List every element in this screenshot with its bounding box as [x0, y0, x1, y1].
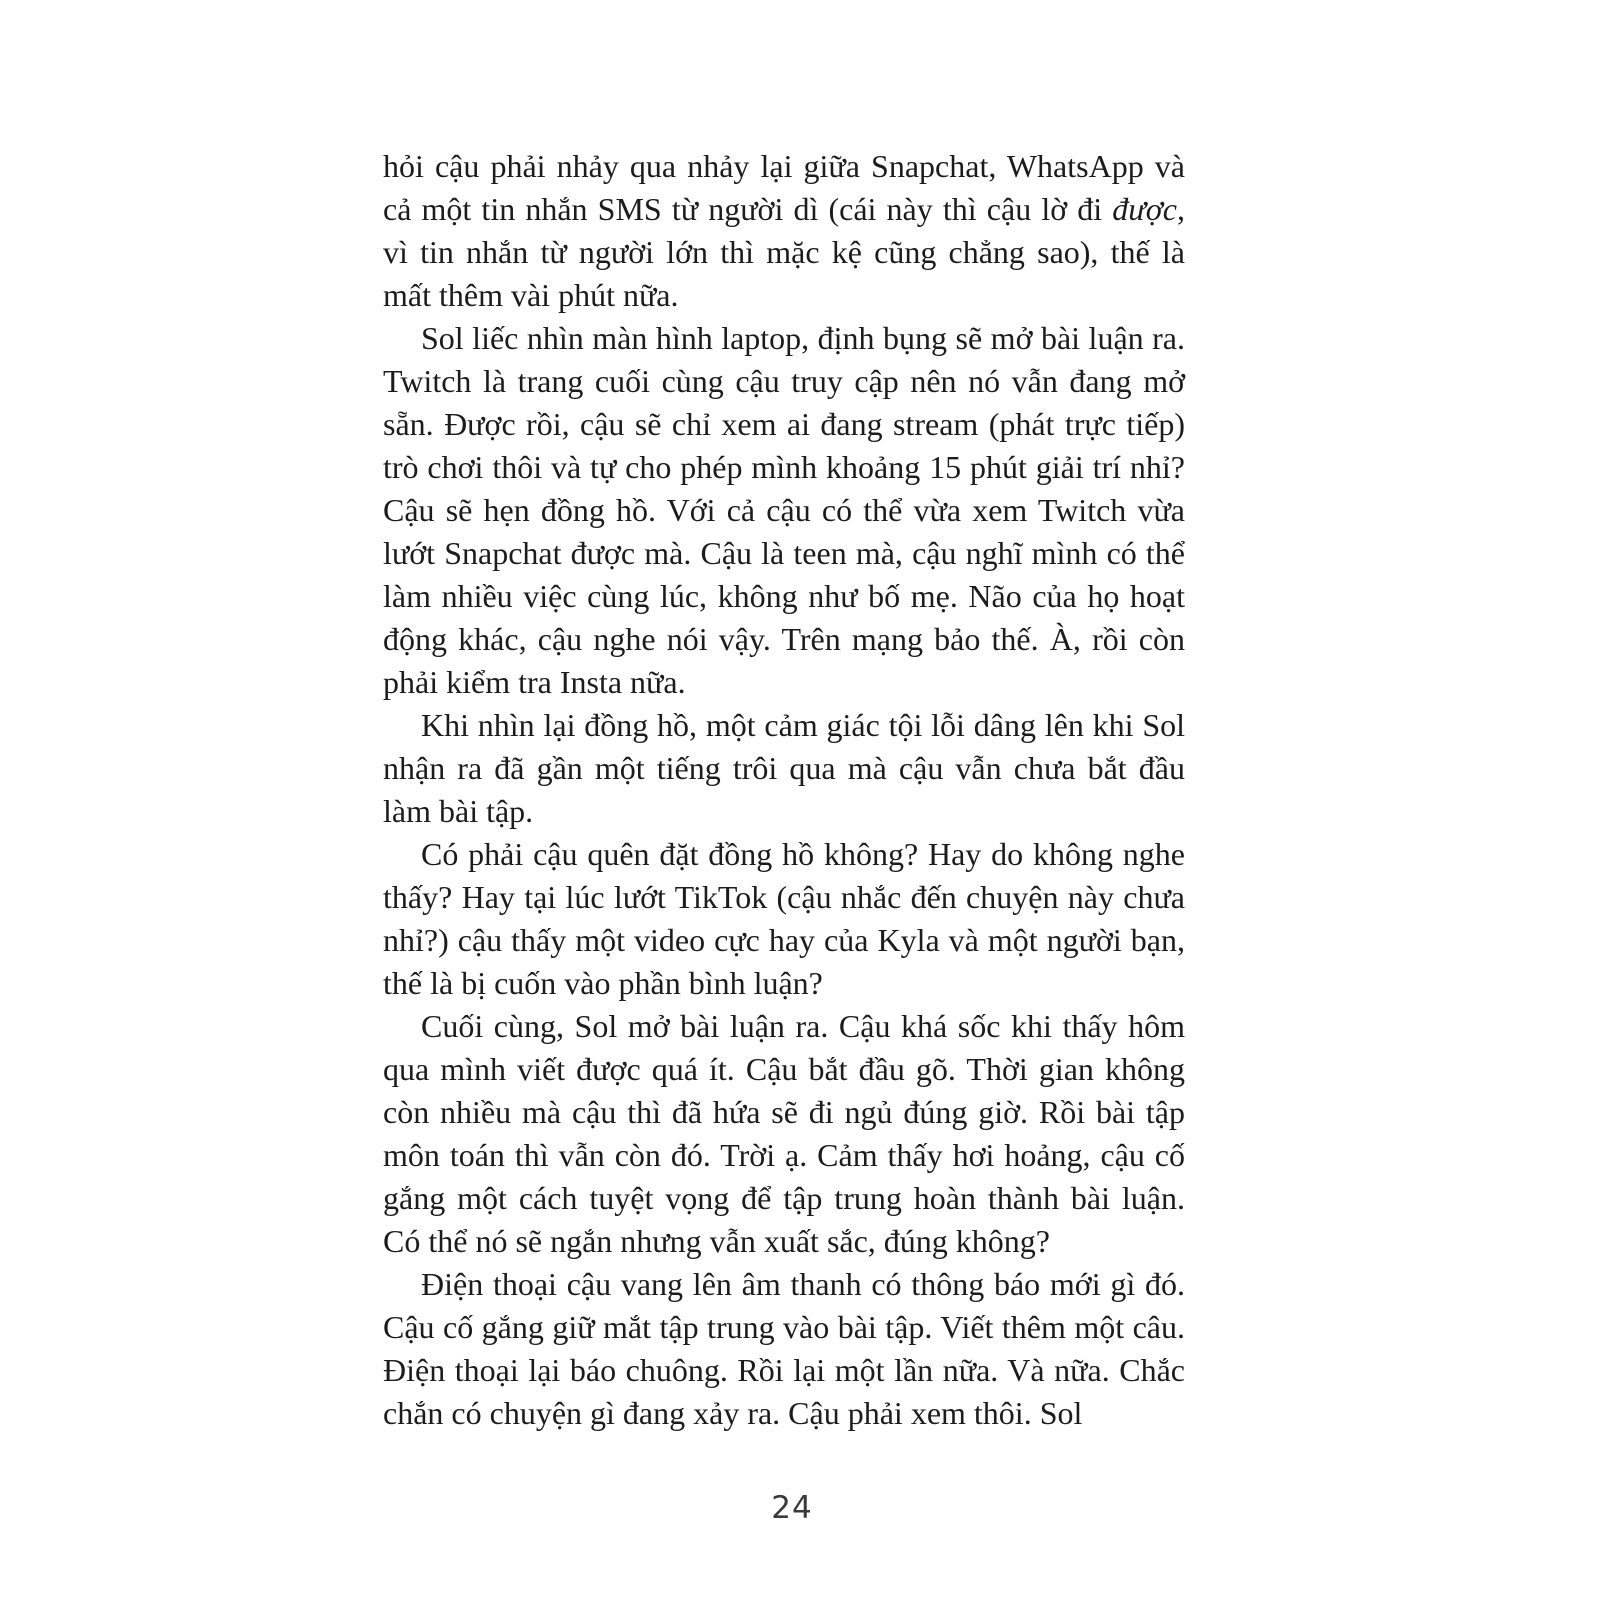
paragraph-text: , vì tin nhắn từ người lớn thì mặc kệ cũng chẳng sao), thế là mất thêm vài phút nữa. — [383, 191, 1185, 313]
paragraph: Cuối cùng, Sol mở bài luận ra. Cậu khá sốc khi thấy hôm qua mình viết được quá ít. Cậu bắt đầu gõ. Thời gian không còn nhiều mà cậu thì đã hứa sẽ đi ngủ đúng giờ. Rồi bài tập môn toán thì vẫn còn đó. Trời ạ. Cảm thấy hơi hoảng, cậu cố gắng một cách tuyệt vọng để tập trung hoàn thành bài luận. Có thể nó sẽ ngắn nhưng vẫn xuất sắc, đúng không? — [383, 1008, 1185, 1259]
paragraph: Có phải cậu quên đặt đồng hồ không? Hay do không nghe thấy? Hay tại lúc lướt TikTok (cậu nhắc đến chuyện này chưa nhỉ?) cậu thấy một video cực hay của Kyla và một người bạn, thế là bị cuốn vào phần bình luận? — [383, 836, 1185, 1001]
paragraph-text: hỏi cậu phải nhảy qua nhảy lại giữa Snapchat, WhatsApp và cả một tin nhắn SMS từ người dì (cái này thì cậu lờ đi — [383, 148, 1185, 227]
page-number: 24 — [771, 1490, 813, 1526]
paragraph: Điện thoại cậu vang lên âm thanh có thông báo mới gì đó. Cậu cố gắng giữ mắt tập trung vào bài tập. Viết thêm một câu. Điện thoại lại báo chuông. Rồi lại một lần nữa. Và nữa. Chắc chắn có chuyện gì đang xảy ra. Cậu phải xem thôi. Sol — [383, 1266, 1185, 1431]
paragraph-continuation — [383, 145, 1185, 317]
paragraph: Sol liếc nhìn màn hình laptop, định bụng sẽ mở bài luận ra. Twitch là trang cuối cùng cậu truy cập nên nó vẫn đang mở sẵn. Được rồi, cậu sẽ chỉ xem ai đang stream (phát trực tiếp) trò chơi thôi và tự cho phép mình khoảng 15 phút giải trí nhỉ? Cậu sẽ hẹn đồng hồ. Với cả cậu có thể vừa xem Twitch vừa lướt Snapchat được mà. Cậu là teen mà, cậu nghĩ mình có thể làm nhiều việc cùng lúc, không như bố mẹ. Não của họ hoạt động khác, cậu nghe nói vậy. Trên mạng bảo thế. À, rồi còn phải kiểm tra Insta nữa. — [383, 320, 1185, 700]
paragraph: Khi nhìn lại đồng hồ, một cảm giác tội lỗi dâng lên khi Sol nhận ra đã gần một tiếng trôi qua mà cậu vẫn chưa bắt đầu làm bài tập. — [383, 707, 1185, 829]
body-text — [383, 145, 1185, 1435]
italic-word: được — [1112, 191, 1177, 227]
